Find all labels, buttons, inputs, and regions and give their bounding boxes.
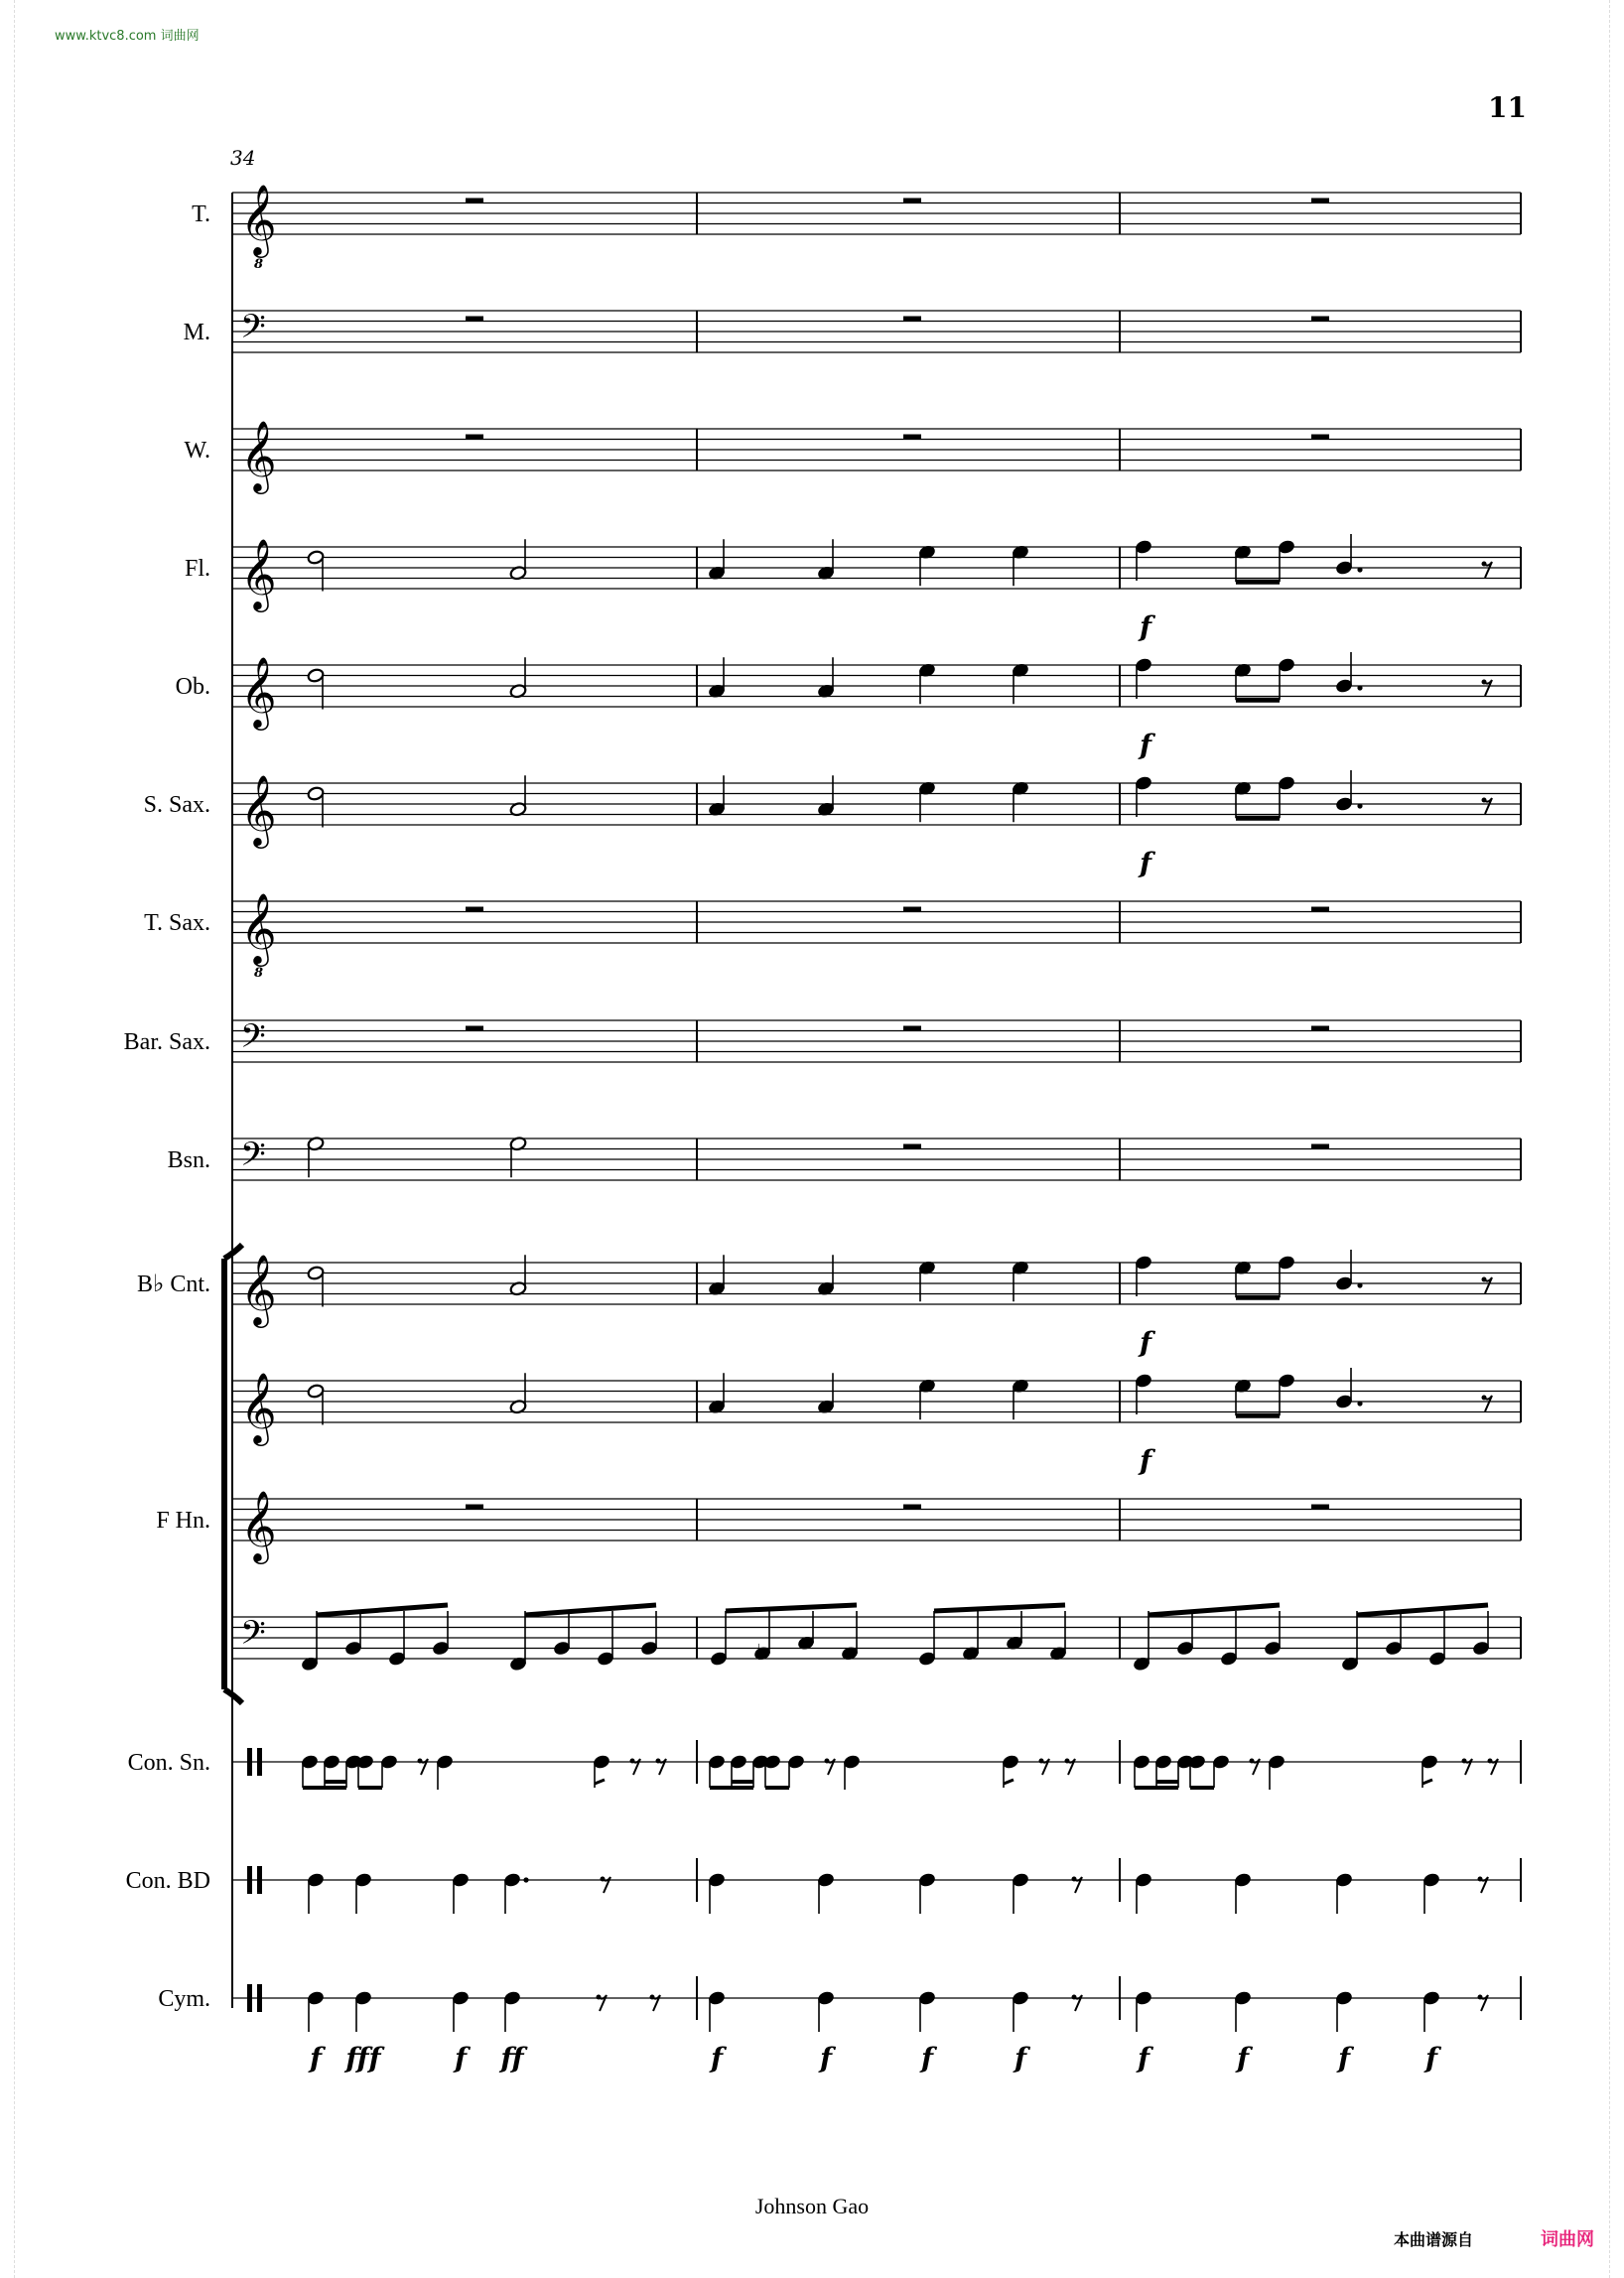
- eighth-rest-dot: [418, 1759, 423, 1764]
- augmentation-dot: [1357, 1401, 1362, 1406]
- whole-rest: [903, 1144, 921, 1149]
- treble-clef: 𝄞: [240, 891, 277, 964]
- whole-rest: [1311, 435, 1329, 440]
- instrument-label: Fl.: [184, 556, 210, 582]
- beam: [317, 1605, 448, 1615]
- whole-rest: [466, 199, 483, 203]
- whole-rest: [466, 907, 483, 912]
- whole-rest: [466, 1026, 483, 1031]
- eighth-rest-dot: [1478, 1877, 1483, 1882]
- whole-rest: [903, 1026, 921, 1031]
- cymbal-dynamic: f: [1236, 2042, 1250, 2075]
- treble-clef: 𝄞: [240, 1489, 277, 1561]
- flag: [595, 1780, 605, 1784]
- whole-rest: [1311, 1026, 1329, 1031]
- footer-logo[interactable]: 词曲网: [1541, 2229, 1594, 2250]
- eighth-rest-dot: [656, 1759, 661, 1764]
- measure-number: 34: [230, 146, 256, 170]
- instrument-label: Ob.: [175, 674, 210, 700]
- site-url[interactable]: www.ktvc8.com 词曲网: [55, 29, 200, 44]
- cymbal-dynamic: f: [454, 2042, 468, 2075]
- whole-rest: [466, 317, 483, 322]
- percussion-clef: [257, 1984, 262, 2012]
- cymbal-dynamic: f: [1137, 2042, 1150, 2075]
- staff-4: [232, 665, 1521, 707]
- dynamic-mark: f: [1139, 847, 1152, 879]
- percussion-clef: [257, 1748, 262, 1776]
- eighth-rest-dot: [630, 1759, 635, 1764]
- instrument-label: Bsn.: [167, 1147, 210, 1173]
- instrument-label: Con. BD: [125, 1868, 210, 1894]
- whole-rest: [1311, 317, 1329, 322]
- staff-9: [232, 1263, 1521, 1304]
- cymbal-dynamic: f: [1424, 2042, 1438, 2075]
- cymbal-dynamic: f: [819, 2042, 833, 2075]
- instrument-label: W.: [184, 438, 210, 464]
- staff-10: [232, 1381, 1521, 1422]
- percussion-clef: [257, 1866, 262, 1894]
- eighth-rest-dot: [1478, 1995, 1483, 2000]
- beam: [726, 1605, 857, 1611]
- dynamic-mark: f: [1139, 729, 1152, 761]
- staff-5: [232, 783, 1521, 825]
- beam: [934, 1605, 1065, 1611]
- eighth-rest-dot: [1462, 1759, 1467, 1764]
- treble-clef: 𝄞: [240, 419, 277, 491]
- dynamic-mark: f: [1139, 1326, 1152, 1359]
- whole-rest: [903, 199, 921, 203]
- percussion-clef: [247, 1866, 252, 1894]
- instrument-label: B♭ Cnt.: [136, 1272, 210, 1297]
- eighth-rest-dot: [1039, 1759, 1044, 1764]
- treble-clef: 𝄞: [240, 655, 277, 728]
- bass-clef: 𝄢: [240, 1017, 266, 1064]
- beam: [1357, 1605, 1488, 1615]
- eighth-rest-dot: [1482, 680, 1487, 685]
- cymbal-dynamic: fff: [345, 2042, 381, 2075]
- dynamic-mark: f: [1139, 610, 1152, 643]
- eighth-rest-dot: [1065, 1759, 1070, 1764]
- cymbal-dynamic: f: [1337, 2042, 1351, 2075]
- eighth-rest-dot: [1482, 798, 1487, 803]
- percussion-clef: [247, 1748, 252, 1776]
- eighth-rest-dot: [825, 1759, 830, 1764]
- cymbal-dynamic: f: [1014, 2042, 1027, 2075]
- flat-accidental: ♭: [756, 1640, 767, 1666]
- eighth-rest-dot: [1482, 1277, 1487, 1282]
- eighth-rest-dot: [1482, 1396, 1487, 1401]
- whole-rest: [1311, 1144, 1329, 1149]
- composer-name: Johnson Gao: [754, 2194, 870, 2218]
- whole-rest: [903, 1505, 921, 1510]
- beam: [525, 1605, 656, 1615]
- eighth-rest-dot: [1072, 1995, 1077, 2000]
- cymbal-dynamic: ff: [500, 2042, 524, 2075]
- dynamic-mark: f: [1139, 1444, 1152, 1477]
- cymbal-dynamic: f: [920, 2042, 934, 2075]
- instrument-label: S. Sax.: [143, 792, 210, 818]
- whole-rest: [1311, 907, 1329, 912]
- ottava-8: 8: [254, 966, 264, 981]
- cymbal-dynamic: f: [309, 2042, 323, 2075]
- bass-clef: 𝄢: [240, 1136, 266, 1182]
- treble-clef: 𝄞: [240, 1253, 277, 1325]
- eighth-rest-dot: [1072, 1877, 1077, 1882]
- augmentation-dot: [1357, 685, 1362, 690]
- eighth-rest-dot: [597, 1995, 602, 2000]
- instrument-label: Cym.: [158, 1986, 210, 2012]
- instrument-label: M.: [183, 320, 210, 345]
- whole-rest: [1311, 199, 1329, 203]
- flag: [1004, 1780, 1014, 1784]
- whole-rest: [466, 435, 483, 440]
- augmentation-dot: [523, 1877, 528, 1882]
- instrument-label: Con. Sn.: [127, 1750, 210, 1776]
- whole-rest: [1311, 1505, 1329, 1510]
- augmentation-dot: [1357, 1282, 1362, 1287]
- eighth-rest-dot: [1488, 1759, 1493, 1764]
- treble-clef: 𝄞: [240, 183, 277, 255]
- eighth-rest-dot: [601, 1877, 606, 1882]
- augmentation-dot: [1357, 803, 1362, 808]
- treble-clef: 𝄞: [240, 1371, 277, 1443]
- instrument-label: T.: [192, 201, 210, 227]
- whole-rest: [903, 435, 921, 440]
- augmentation-dot: [1357, 567, 1362, 572]
- percussion-clef: [247, 1984, 252, 2012]
- page-number: 11: [1488, 91, 1527, 124]
- bass-clef: 𝄢: [240, 1614, 266, 1661]
- cymbal-dynamic: f: [710, 2042, 724, 2075]
- eighth-rest-dot: [1250, 1759, 1255, 1764]
- instrument-label: F Hn.: [156, 1508, 210, 1534]
- staff-12: [232, 1614, 1521, 1661]
- treble-clef: 𝄞: [240, 537, 277, 609]
- bass-clef: 𝄢: [240, 308, 266, 354]
- whole-rest: [903, 317, 921, 322]
- whole-rest: [466, 1505, 483, 1510]
- flag: [1422, 1780, 1432, 1784]
- instrument-label: T. Sax.: [144, 910, 210, 936]
- whole-rest: [903, 907, 921, 912]
- beam: [1149, 1605, 1280, 1615]
- treble-clef: 𝄞: [240, 773, 277, 846]
- eighth-rest-dot: [650, 1995, 655, 2000]
- ottava-8: 8: [254, 257, 264, 272]
- eighth-rest-dot: [1482, 562, 1487, 567]
- staff-3: [232, 547, 1521, 589]
- instrument-label: Bar. Sax.: [123, 1029, 210, 1055]
- footer-source-text: 本曲谱源自: [1394, 2230, 1474, 2249]
